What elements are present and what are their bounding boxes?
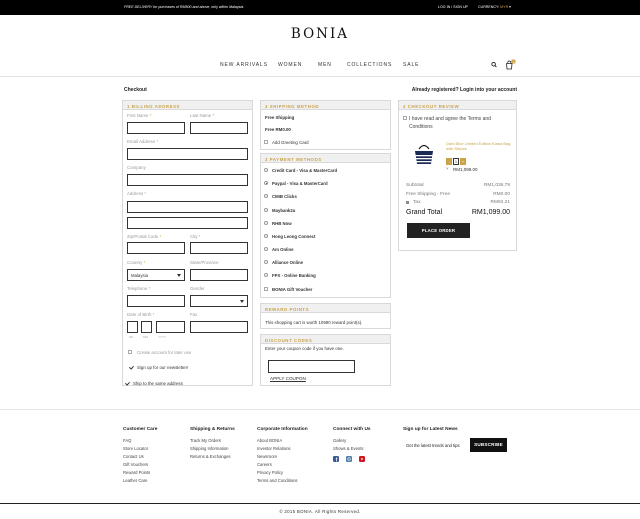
address-input-1[interactable] [127,201,248,213]
footer-link-shipping-info[interactable]: Shipping Information [190,446,229,451]
payment-rhb: RHB Now [272,221,292,226]
nav-collections[interactable]: COLLECTIONS [347,62,393,68]
terms-checkbox[interactable] [403,116,407,120]
ship-same-label: Ship to the same address [133,381,183,386]
city-input[interactable] [190,242,248,254]
copyright-text: © 2015 BONIA. All Rights Reserved. [279,509,361,514]
footer-link-terms[interactable]: Terms and Conditions [257,478,298,483]
last-name-input[interactable] [190,122,248,134]
nav-men[interactable]: MEN [318,62,332,68]
footer-link-store-locator[interactable]: Store Locator [123,446,149,451]
nav-women[interactable]: WOMEN [278,62,303,68]
apply-coupon-link[interactable]: APPLY COUPON [270,376,306,381]
payment-radio-am-online[interactable] [264,247,268,251]
youtube-icon[interactable] [359,456,365,462]
zip-label: Zip/Postal Code * [127,234,162,239]
dob-day-hint: DD [129,335,134,339]
dob-label: Date of Birth * [127,312,155,317]
page-title: Checkout [124,87,147,93]
free-shipping-label: Free Shipping [265,115,295,120]
payment-fpx: FPX - Online Banking [272,273,316,278]
nav-new-arrivals[interactable]: NEW ARRIVALS [220,62,268,68]
chevron-down-icon [240,300,244,303]
greeting-card-label: Add Greeting Card [272,140,309,145]
fax-label: Fax [190,312,198,317]
cart-count: 1 [512,59,515,64]
payment-radio-maybank[interactable] [264,208,268,212]
first-name-label: First Name * [127,113,152,118]
product-price: RM1,099.00 [453,167,478,172]
footer-shipping-returns-title: Shipping & Returns [190,427,235,432]
footer-link-returns[interactable]: Returns & Exchanges [190,454,231,459]
footer-link-about[interactable]: About BONIA [257,438,283,443]
greeting-card-checkbox[interactable] [264,140,268,144]
shipping-total-label: Free Shipping - Free [406,192,450,197]
footer-link-contact-us[interactable]: Contact Us [123,454,144,459]
subtotal-label: Subtotal [406,183,424,188]
grand-total-value: RM1,099.00 [471,209,510,216]
qty-increase-button[interactable]: + [461,159,465,164]
footer-link-leather-care[interactable]: Leather Care [123,478,148,483]
state-label: State/Province [190,260,219,265]
newsletter-label: Sign up for our newsletter! [137,365,189,370]
payment-gift-voucher: BONIA Gift Voucher [272,287,313,292]
product-thumbnail [412,141,436,167]
currency-selector[interactable]: CURRENCY: MYR ▾ [478,5,511,9]
shipping-total-value: RM0.00 [493,192,510,197]
company-label: Company [127,165,146,170]
grand-total-label: Grand Total [406,209,443,216]
dob-day-input[interactable] [127,321,138,333]
login-signup-link[interactable]: LOG IN / SIGN UP [438,5,468,9]
footer-divider [0,409,640,410]
state-input[interactable] [190,269,248,281]
brand-logo[interactable]: BONIA [290,26,350,42]
footer-connect-title: Connect with Us [333,427,371,432]
dob-year-input[interactable] [156,321,185,333]
nav-sale[interactable]: SALE [403,62,420,68]
reward-text: This shopping cart is worth 10990 reward point(s). [265,320,363,325]
footer-link-gallery[interactable]: Gallery [333,438,347,443]
reward-header: REWARD POINTS [261,304,390,313]
email-label: Email Address * [127,139,159,144]
first-name-input[interactable] [127,122,185,134]
currency-label: CURRENCY: [478,5,500,9]
tax-value: RM62.21 [490,200,510,205]
tax-toggle-icon[interactable] [406,201,409,204]
payment-header: 3 PAYMENT METHODS [261,154,390,163]
zip-input[interactable] [127,242,185,254]
telephone-input[interactable] [127,295,185,307]
payment-maybank: Maybank2u [272,208,296,213]
reward-panel [260,303,391,329]
footer-newsletter-title: Sign up for Latest News [403,427,458,432]
ship-same-checkbox[interactable] [124,381,128,385]
footer-link-newsroom[interactable]: Newsroom [257,454,278,459]
create-account-label: Create account for later use [137,350,192,355]
address-label: Address * [127,191,147,196]
payment-alliance: Alliance Online [272,260,304,265]
copyright-divider [0,503,640,504]
subscribe-button[interactable]: SUBSCRIBE [470,438,507,452]
country-label: Country * [127,260,146,265]
dob-year-hint: YYYY [158,335,167,339]
instagram-icon[interactable] [346,456,352,462]
currency-value: MYR [500,5,509,9]
product-name-link[interactable]: Dark Blue Limited Edition Kiana Bag with Stripes [446,141,511,151]
header-divider [0,76,640,77]
qty-input[interactable]: 1 [454,159,458,164]
footer-link-faq[interactable]: FAQ [123,438,132,443]
country-value: Malaysia [131,273,148,278]
remove-item-icon[interactable]: × [446,166,449,171]
footer-link-reward-points[interactable]: Reward Points [123,470,151,475]
country-select[interactable] [127,269,185,281]
footer-link-shows-events[interactable]: Shows & Events [333,446,364,451]
gender-label: Gender [190,286,205,291]
company-input[interactable] [127,174,248,186]
chevron-down-icon [177,274,181,277]
qty-decrease-button[interactable]: - [446,158,452,165]
footer-link-privacy[interactable]: Privacy Policy [257,470,284,475]
payment-radio-paypal[interactable] [264,181,268,185]
footer-link-track-orders[interactable]: Track My Orders [190,438,222,443]
footer-corporate-title: Corporate Information [257,427,308,432]
gender-select[interactable] [190,295,248,307]
footer-link-gift-vouchers[interactable]: Gift Vouchers [123,462,149,467]
free-shipping-price[interactable]: Free RM0.00 [265,127,291,132]
newsletter-checkbox[interactable] [128,365,132,369]
coupon-code-input[interactable] [268,360,355,373]
review-header: 4 CHECKOUT REVIEW [399,101,516,110]
footer-link-investor[interactable]: Investor Relations [257,446,291,451]
search-icon[interactable] [491,61,497,69]
payment-credit-card: Credit Card - Visa & MasterCard [272,168,338,173]
svg-text:f: f [335,457,338,462]
footer-newsletter-text: Get the latest trends and tips [406,443,460,448]
payment-cimb: CIMB Clicks [272,194,297,199]
place-order-button[interactable]: PLACE ORDER [407,223,470,238]
payment-radio-alliance[interactable] [264,260,268,264]
dob-month-input[interactable] [141,321,152,333]
subtotal-value: RM1,036.79 [483,183,510,188]
discount-header: DISCOUNT CODES [261,335,390,344]
payment-radio-hong-leong[interactable] [264,234,268,238]
payment-paypal: Paypal - Visa & MasterCard [272,181,328,186]
payment-hong-leong: Hong Leong Connect [272,234,316,239]
main-nav [0,59,640,72]
billing-header: 1 BILLING ADDRESS [123,101,252,110]
discount-text: Enter your coupon code if you have one. [265,346,344,351]
promo-text: FREE DELIVERY for purchases of RM500 and above, only within Malaysia. [124,5,245,9]
email-input[interactable] [127,148,248,160]
tax-label: Tax [413,200,421,205]
terms-label[interactable]: I have read and agree the Terms and Conditions [409,116,491,130]
telephone-label: Telephone * [127,286,151,291]
shopping-bag-icon[interactable] [505,59,516,70]
payment-radio-rhb[interactable] [264,221,268,225]
last-name-label: Last Name * [190,113,215,118]
footer-customer-care-title: Customer Care [123,427,158,432]
footer-link-careers[interactable]: Careers [257,462,272,467]
payment-radio-fpx[interactable] [264,273,268,277]
shipping-header: 3 SHIPPING METHOD [261,101,390,110]
login-prompt-link[interactable]: Already registered? Login into your account [411,87,517,93]
dob-month-hint: MM [143,335,148,339]
facebook-icon[interactable] [333,456,339,462]
gift-voucher-checkbox[interactable] [264,287,268,291]
city-label: City * [190,234,201,239]
fax-input[interactable] [190,321,248,333]
create-account-checkbox[interactable] [128,350,132,354]
address-input-2[interactable] [127,217,248,229]
payment-radio-credit-card[interactable] [264,168,268,172]
top-bar [0,0,640,15]
payment-am-online: Am Online [272,247,294,252]
payment-radio-cimb[interactable] [264,194,268,198]
